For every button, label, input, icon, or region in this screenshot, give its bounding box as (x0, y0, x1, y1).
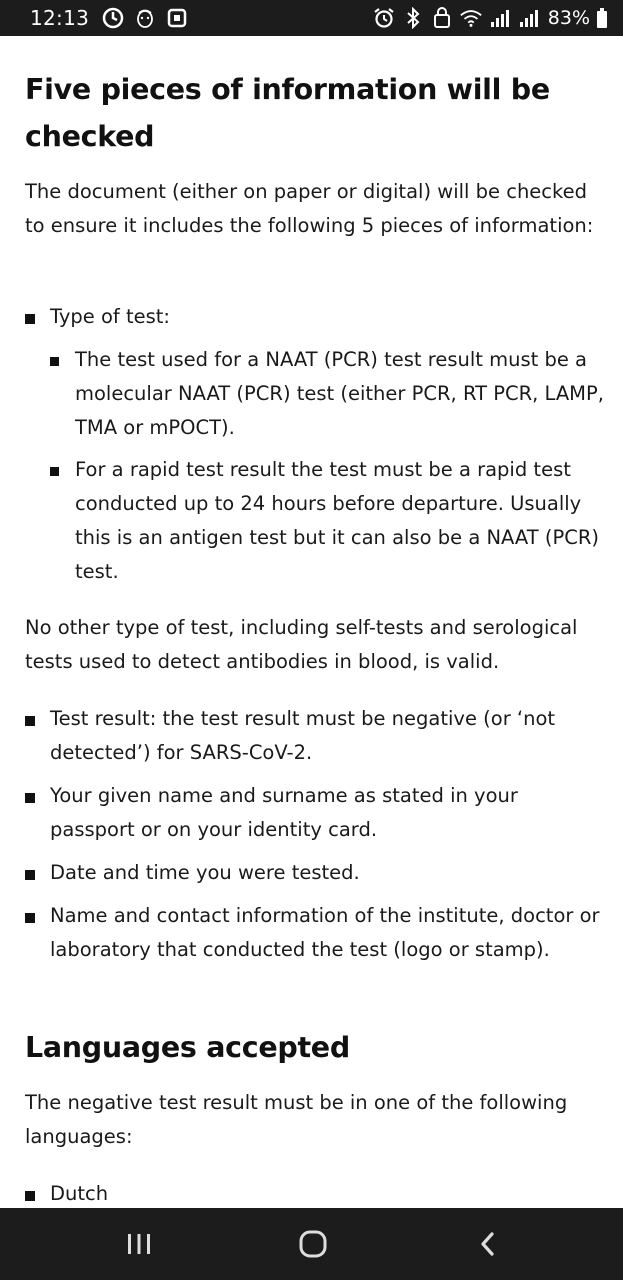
back-icon (477, 1230, 499, 1258)
section-heading-languages: Languages accepted (25, 1031, 350, 1064)
bullet-marker (25, 793, 35, 803)
screenshot-icon (165, 6, 189, 30)
status-bar (0, 0, 623, 36)
sub-bullet-marker (50, 357, 59, 366)
status-right (372, 6, 609, 30)
sub-bullet-marker (50, 467, 59, 476)
language-item: Dutch (50, 1182, 109, 1205)
bullet-marker (25, 314, 35, 324)
section-heading-information: Five pieces of information will be checked (25, 73, 550, 153)
section-intro: The document (either on paper or digital) will be checked to ensure it includes the following 5 pieces of information: (25, 180, 594, 237)
article-content (0, 36, 623, 1208)
list-item-type-of-test: Type of test: (50, 305, 170, 328)
recent-apps-icon (124, 1230, 154, 1258)
signal-icon-2 (517, 6, 541, 30)
sub-list-item: The test used for a NAAT (PCR) test result must be a molecular NAAT (PCR) test (either PCR, RT PCR, LAMP, TMA or mPOCT). (75, 348, 604, 439)
languages-intro: The negative test result must be in one of the following languages: (25, 1091, 568, 1148)
power-icon (101, 6, 125, 30)
home-icon (298, 1229, 328, 1259)
bullet-marker (25, 913, 35, 923)
alarm-icon (372, 6, 396, 30)
recent-apps-button[interactable] (109, 1222, 169, 1266)
navigation-bar (0, 1208, 623, 1280)
bullet-marker (25, 870, 35, 880)
signal-icon-1 (488, 6, 512, 30)
status-left (30, 6, 189, 30)
bluetooth-icon (401, 6, 425, 30)
home-button[interactable] (283, 1222, 343, 1266)
note-paragraph: No other type of test, including self-tests and serological tests used to detect antibodies in blood, is valid. (25, 616, 578, 673)
bullet-marker (25, 716, 35, 726)
bullet-marker (25, 1191, 35, 1201)
list-item: Your given name and surname as stated in your passport or on your identity card. (50, 784, 518, 841)
battery-icon (595, 6, 609, 30)
status-time: 12:13 (30, 6, 90, 30)
battery-percent: 83% (547, 7, 590, 29)
secure-folder-icon (430, 6, 454, 30)
back-button[interactable] (458, 1222, 518, 1266)
list-item: Date and time you were tested. (50, 861, 360, 884)
list-item: Test result: the test result must be negative (or ‘not detected’) for SARS-CoV-2. (50, 707, 556, 764)
list-item: Name and contact information of the institute, doctor or laboratory that conducted the test (logo or stamp). (50, 904, 600, 961)
sub-list-item: For a rapid test result the test must be a rapid test conducted up to 24 hours before departure. Usually this is an antigen test but it can also be a NAAT (PCR) test. (75, 458, 600, 583)
wifi-icon (459, 6, 483, 30)
face-icon (133, 6, 157, 30)
